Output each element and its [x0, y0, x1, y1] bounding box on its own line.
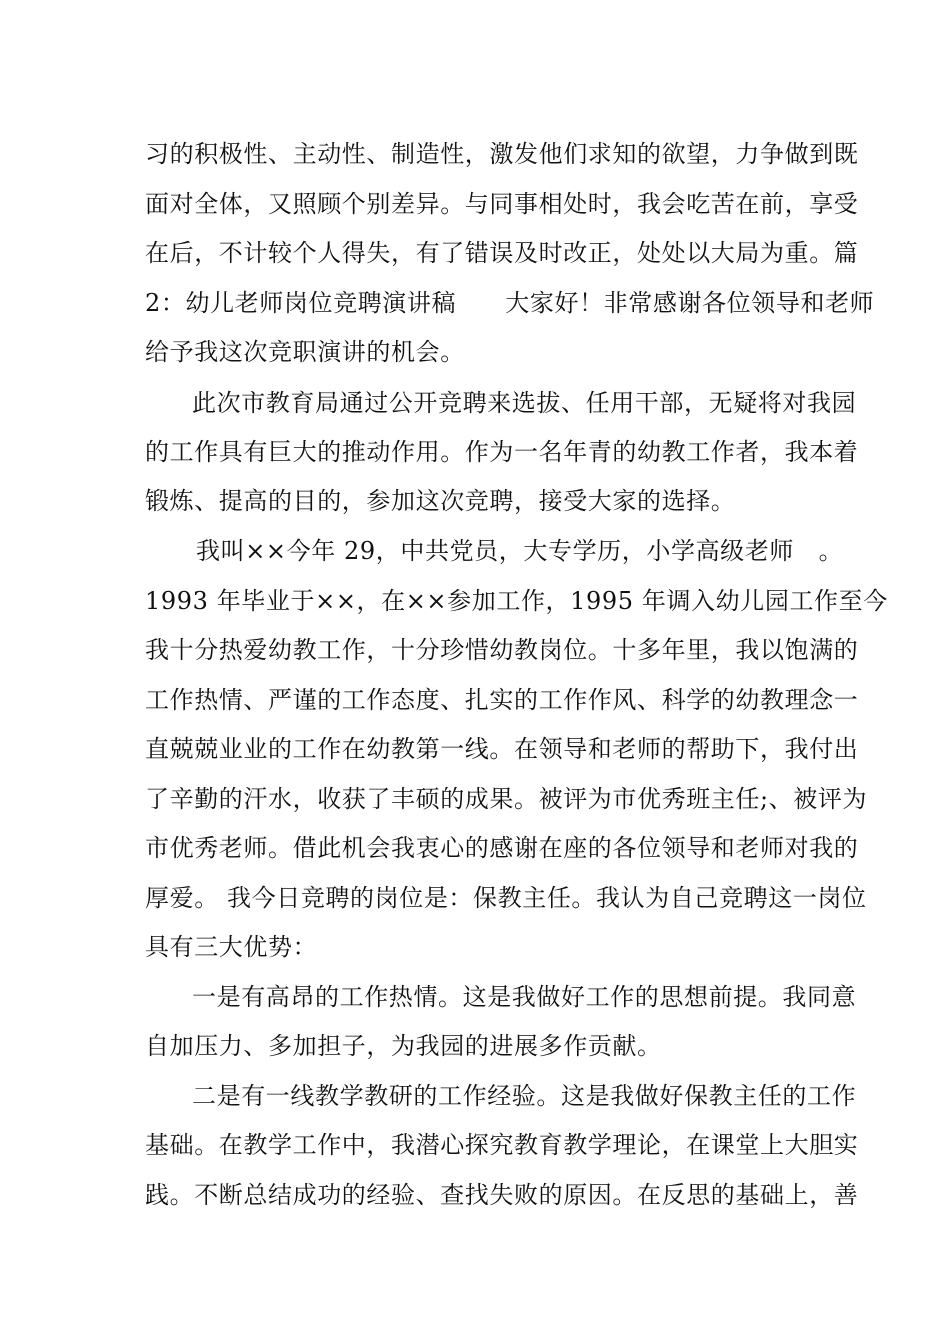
text-line: 厚爱。 我今日竞聘的岗位是：保教主任。我认为自己竞聘这一岗位: [145, 884, 867, 912]
text-line: 2：幼儿老师岗位竞聘演讲稿 大家好！非常感谢各位领导和老师: [145, 289, 875, 317]
paragraph-first-line: 二是有一线教学教研的工作经验。这是我做好保教主任的工作: [192, 1082, 857, 1110]
paragraph-first-line: 我叫××今年 29，中共党员，大专学历，小学高级老师 。: [196, 537, 844, 565]
text-line: 基础。在教学工作中，我潜心探究教育教学理论，在课堂上大胆实: [145, 1131, 859, 1159]
paragraph-first-line: 此次市教育局通过公开竞聘来选拔、任用干部，无疑将对我园: [192, 389, 857, 417]
text-line: 市优秀老师。借此机会我衷心的感谢在座的各位领导和老师对我的: [145, 834, 859, 862]
text-line: 践。不断总结成功的经验、查找失败的原因。在反思的基础上，善: [145, 1181, 859, 1209]
text-line: 面对全体，又照顾个别差异。与同事相处时，我会吃苦在前，享受: [145, 190, 859, 218]
text-line: 习的积极性、主动性、制造性，激发他们求知的欲望，力争做到既: [145, 140, 859, 168]
text-line: 在后，不计较个人得失，有了错误及时改正，处处以大局为重。篇: [145, 239, 859, 267]
text-line: 锻炼、提高的目的，参加这次竞聘，接受大家的选择。: [145, 487, 736, 515]
text-line: 工作热情、严谨的工作态度、扎实的工作作风、科学的幼教理念一: [145, 686, 859, 714]
text-line: 1993 年毕业于××，在××参加工作，1995 年调入幼儿园工作至今: [145, 587, 888, 615]
text-line: 给予我这次竞职演讲的机会。: [145, 338, 465, 366]
text-line: 直兢兢业业的工作在幼教第一线。在领导和老师的帮助下，我付出: [145, 735, 859, 763]
text-line: 我十分热爱幼教工作，十分珍惜幼教岗位。十多年里，我以饱满的: [145, 636, 859, 664]
text-line: 具有三大优势：: [145, 933, 318, 961]
paragraph-first-line: 一是有高昂的工作热情。这是我做好工作的思想前提。我同意: [192, 983, 857, 1011]
text-line: 的工作具有巨大的推动作用。作为一名年青的幼教工作者，我本着: [145, 438, 859, 466]
text-line: 自加压力、多加担子，为我园的进展多作贡献。: [145, 1032, 662, 1060]
text-line: 了辛勤的汗水，收获了丰硕的成果。被评为市优秀班主任;、被评为: [145, 785, 868, 813]
